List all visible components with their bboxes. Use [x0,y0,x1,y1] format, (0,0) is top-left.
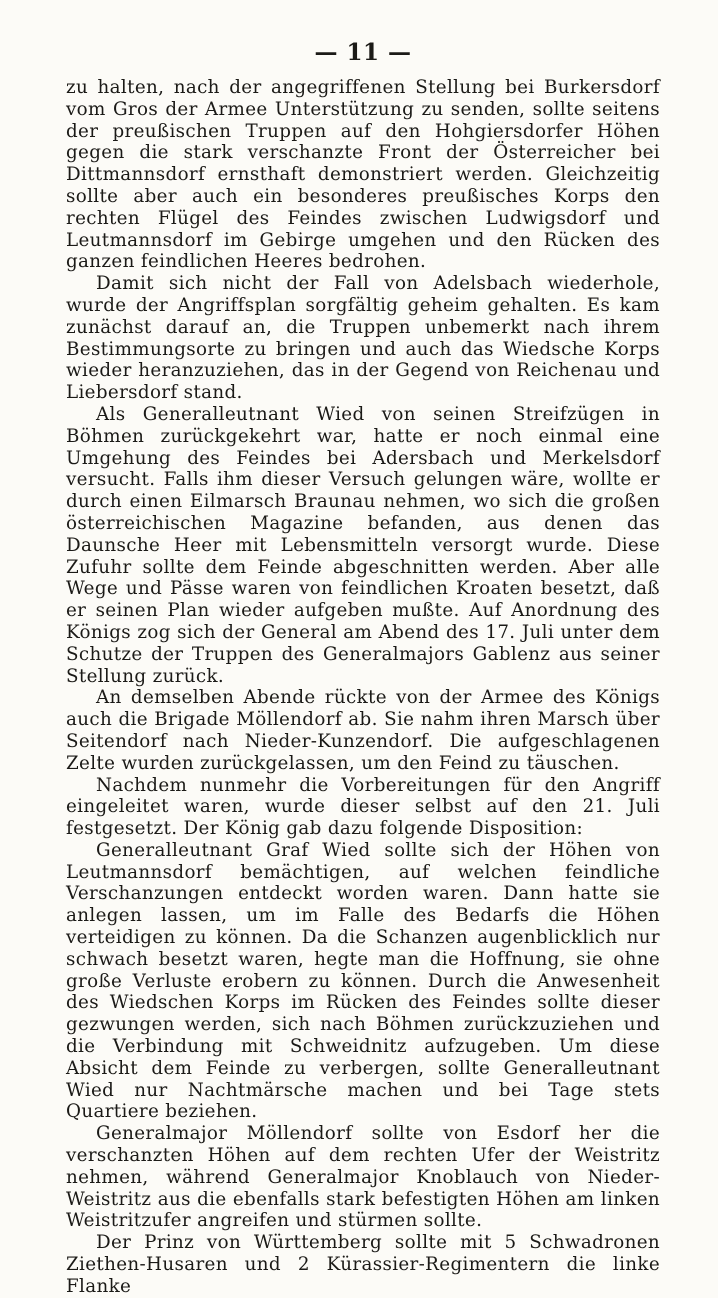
page-number: — 11 — [314,39,412,66]
paragraph-7: Generalmajor Möllendorf sollte von Esdorf her die verschanzten Höhen auf dem rechten Ufer der Weistritz nehmen, während Generalmajor Knoblauch von Nieder-Weistritz aus die ebenfalls stark befestigten Höhen am linken Weistritzufer angreifen und stürmen sollte. [66,1123,660,1232]
paragraph-3: Als Generalleutnant Wied von seinen Streifzügen in Böhmen zurückgekehrt war, hatte er noch einmal eine Umgehung des Feindes bei Adersbach und Merkelsdorf versucht. Falls ihm dieser Versuch gelungen wäre, wollte er durch einen Eilmarsch Braunau nehmen, wo sich die großen österreichischen Magazine befanden, aus denen das Daunsche Heer mit Lebensmitteln versorgt wurde. Diese Zufuhr sollte dem Feinde abgeschnitten werden. Aber alle Wege und Pässe waren von feindlichen Kroaten besetzt, daß er seinen Plan wieder aufgeben mußte. Auf Anordnung des Königs zog sich der General am Abend des 17. Juli unter dem Schutze der Truppen des Generalmajors Gablenz aus seiner Stellung zurück. [66,403,660,687]
paragraph-8: Der Prinz von Württemberg sollte mit 5 Schwadronen Ziethen-Husaren und 2 Kürassier-Regimentern die linke Flanke [66,1232,660,1297]
paragraph-2: Damit sich nicht der Fall von Adelsbach wiederhole, wurde der Angriffsplan sorgfältig geheim gehalten. Es kam zunächst darauf an, die Truppen unbemerkt nach ihrem Bestimmungsorte zu bringen und auch das Wiedsche Korps wieder heranzuziehen, das in der Gegend von Reichenau und Liebersdorf stand. [66,273,660,404]
body-text [66,77,660,1298]
paragraph-1: zu halten, nach der angegriffenen Stellung bei Burkersdorf vom Gros der Armee Unterstützung zu senden, sollte seitens der preußischen Truppen auf den Hohgiersdorfer Höhen gegen die stark verschanzte Front der Österreicher bei Dittmannsdorf ernsthaft demonstriert werden. Gleichzeitig sollte aber auch ein besonderes preußisches Korps den rechten Flügel des Feindes zwischen Ludwigsdorf und Leutmannsdorf im Gebirge umgehen und den Rücken des ganzen feindlichen Heeres bedrohen. [66,77,660,273]
paragraph-6: Generalleutnant Graf Wied sollte sich der Höhen von Leutmannsdorf bemächtigen, auf welchen feindliche Verschanzungen entdeckt worden waren. Dann hatte sie anlegen lassen, um im Falle des Bedarfs die Höhen verteidigen zu können. Da die Schanzen augenblicklich nur schwach besetzt waren, hegte man die Hoffnung, sie ohne große Verluste erobern zu können. Durch die Anwesenheit des Wiedschen Korps im Rücken des Feindes sollte dieser gezwungen werden, sich nach Böhmen zurückzuziehen und die Verbindung mit Schweidnitz aufzugeben. Um diese Absicht dem Feinde zu verbergen, sollte Generalleutnant Wied nur Nachtmärsche machen und bei Tage stets Quartiere beziehen. [66,839,660,1123]
paragraph-4: An demselben Abende rückte von der Armee des Königs auch die Brigade Möllendorf ab. Sie nahm ihren Marsch über Seitendorf nach Nieder-Kunzendorf. Die aufgeschlagenen Zelte wurden zurückgelassen, um den Feind zu täuschen. [66,687,660,774]
paragraph-5: Nachdem nunmehr die Vorbereitungen für den Angriff eingeleitet waren, wurde dieser selbst auf den 21. Juli festgesetzt. Der König gab dazu folgende Disposition: [66,774,660,840]
